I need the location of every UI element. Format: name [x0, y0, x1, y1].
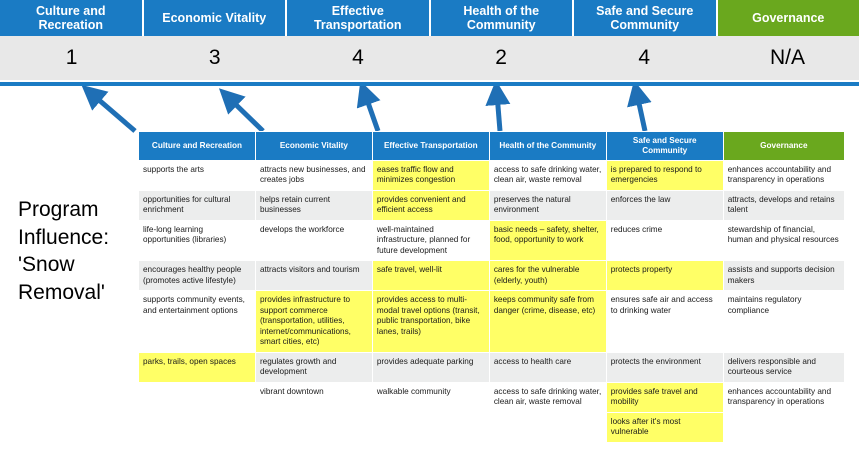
matrix-cell: develops the workforce: [255, 220, 372, 261]
matrix-cell: looks after it's most vulnerable: [606, 412, 723, 442]
table-row: [139, 382, 845, 412]
matrix-cell: cares for the vulnerable (elderly, youth): [489, 261, 606, 291]
matrix-cell: provides adequate parking: [372, 352, 489, 382]
matrix-cell: reduces crime: [606, 220, 723, 261]
matrix-header-health-of-the-community: Health of the Community: [489, 132, 606, 161]
matrix-cell: [139, 382, 256, 412]
scorecard-header-effective-transportation: Effective Transportation: [287, 0, 431, 36]
matrix-cell: provides infrastructure to support commerce (transportation, utilities, internet/communications, smart cities, etc): [255, 291, 372, 353]
scorecard-score-health-of-the-community: 2: [430, 36, 573, 80]
table-row: [139, 190, 845, 220]
scorecard-header-safe-and-secure-community: Safe and Secure Community: [574, 0, 718, 36]
matrix-cell: access to safe drinking water, clean air, waste removal: [489, 382, 606, 412]
matrix-header-governance: Governance: [723, 132, 844, 161]
matrix-cell: vibrant downtown: [255, 382, 372, 412]
scorecard-header-row: [0, 0, 859, 36]
matrix-cell: provides convenient and efficient access: [372, 190, 489, 220]
matrix-cell: access to safe drinking water, clean air, waste removal: [489, 160, 606, 190]
matrix-cell: attracts new businesses, and creates jobs: [255, 160, 372, 190]
matrix-cell: keeps community safe from danger (crime, disease, etc): [489, 291, 606, 353]
matrix-cell: [723, 412, 844, 442]
scorecard-header-economic-vitality: Economic Vitality: [144, 0, 288, 36]
matrix-cell: [372, 412, 489, 442]
matrix-cell: preserves the natural environment: [489, 190, 606, 220]
influence-matrix-table: [138, 131, 845, 443]
matrix-cell: delivers responsible and courteous service: [723, 352, 844, 382]
matrix-body: [139, 160, 845, 442]
matrix-header-row: [139, 132, 845, 161]
matrix-cell: parks, trails, open spaces: [139, 352, 256, 382]
matrix-cell: life-long learning opportunities (libraries): [139, 220, 256, 261]
matrix-cell: protects property: [606, 261, 723, 291]
scorecard-header-health-of-the-community: Health of the Community: [431, 0, 575, 36]
arrow-group: [0, 86, 859, 136]
matrix-header-economic-vitality: Economic Vitality: [255, 132, 372, 161]
matrix-cell: enforces the law: [606, 190, 723, 220]
matrix-cell: helps retain current businesses: [255, 190, 372, 220]
arrow-up-left-icon-3: [365, 94, 378, 131]
matrix-cell: stewardship of financial, human and physical resources: [723, 220, 844, 261]
matrix-cell: provides access to multi-modal travel options (transit, public transportation, bike lanes, trails): [372, 291, 489, 353]
matrix-cell: enhances accountability and transparency in operations: [723, 382, 844, 412]
table-row: [139, 160, 845, 190]
matrix-cell: opportunities for cultural enrichment: [139, 190, 256, 220]
scorecard-header-culture-and-recreation: Culture and Recreation: [0, 0, 144, 36]
matrix-cell: attracts visitors and tourism: [255, 261, 372, 291]
top-scorecard: [0, 0, 859, 88]
matrix-cell: well-maintained infrastructure, planned for future development: [372, 220, 489, 261]
scorecard-score-governance: N/A: [716, 36, 859, 80]
program-influence-label: Program Influence: 'Snow Removal': [18, 198, 110, 305]
matrix-cell: ensures safe air and access to drinking water: [606, 291, 723, 353]
matrix-cell: encourages healthy people (promotes active lifestyle): [139, 261, 256, 291]
scorecard-score-effective-transportation: 4: [286, 36, 429, 80]
matrix-cell: is prepared to respond to emergencies: [606, 160, 723, 190]
matrix-cell: safe travel, well-lit: [372, 261, 489, 291]
arrow-up-left-icon-1: [92, 94, 135, 131]
table-row: [139, 261, 845, 291]
arrow-up-left-icon-5: [637, 94, 645, 131]
matrix-header-effective-transportation: Effective Transportation: [372, 132, 489, 161]
scorecard-score-row: [0, 36, 859, 80]
matrix-cell: supports the arts: [139, 160, 256, 190]
table-row: [139, 412, 845, 442]
arrow-up-left-icon-4: [497, 94, 500, 131]
scorecard-score-culture-and-recreation: 1: [0, 36, 143, 80]
matrix-cell: assists and supports decision makers: [723, 261, 844, 291]
matrix-cell: protects the environment: [606, 352, 723, 382]
matrix-cell: basic needs – safety, shelter, food, opportunity to work: [489, 220, 606, 261]
matrix-header-safe-and-secure-community: Safe and Secure Community: [606, 132, 723, 161]
matrix-cell: regulates growth and development: [255, 352, 372, 382]
table-row: [139, 220, 845, 261]
table-row: [139, 352, 845, 382]
matrix-cell: eases traffic flow and minimizes congestion: [372, 160, 489, 190]
matrix-cell: [139, 412, 256, 442]
table-row: [139, 291, 845, 353]
matrix-cell: supports community events, and entertainment options: [139, 291, 256, 353]
matrix-cell: enhances accountability and transparency in operations: [723, 160, 844, 190]
matrix-cell: [255, 412, 372, 442]
matrix-cell: provides safe travel and mobility: [606, 382, 723, 412]
matrix-cell: access to health care: [489, 352, 606, 382]
scorecard-score-economic-vitality: 3: [143, 36, 286, 80]
scorecard-header-governance: Governance: [718, 0, 859, 36]
scorecard-score-safe-and-secure-community: 4: [573, 36, 716, 80]
matrix-cell: [489, 412, 606, 442]
matrix-cell: attracts, develops and retains talent: [723, 190, 844, 220]
matrix-header-culture-and-recreation: Culture and Recreation: [139, 132, 256, 161]
matrix-cell: maintains regulatory compliance: [723, 291, 844, 353]
arrow-up-left-icon-2: [229, 98, 263, 131]
matrix-cell: walkable community: [372, 382, 489, 412]
